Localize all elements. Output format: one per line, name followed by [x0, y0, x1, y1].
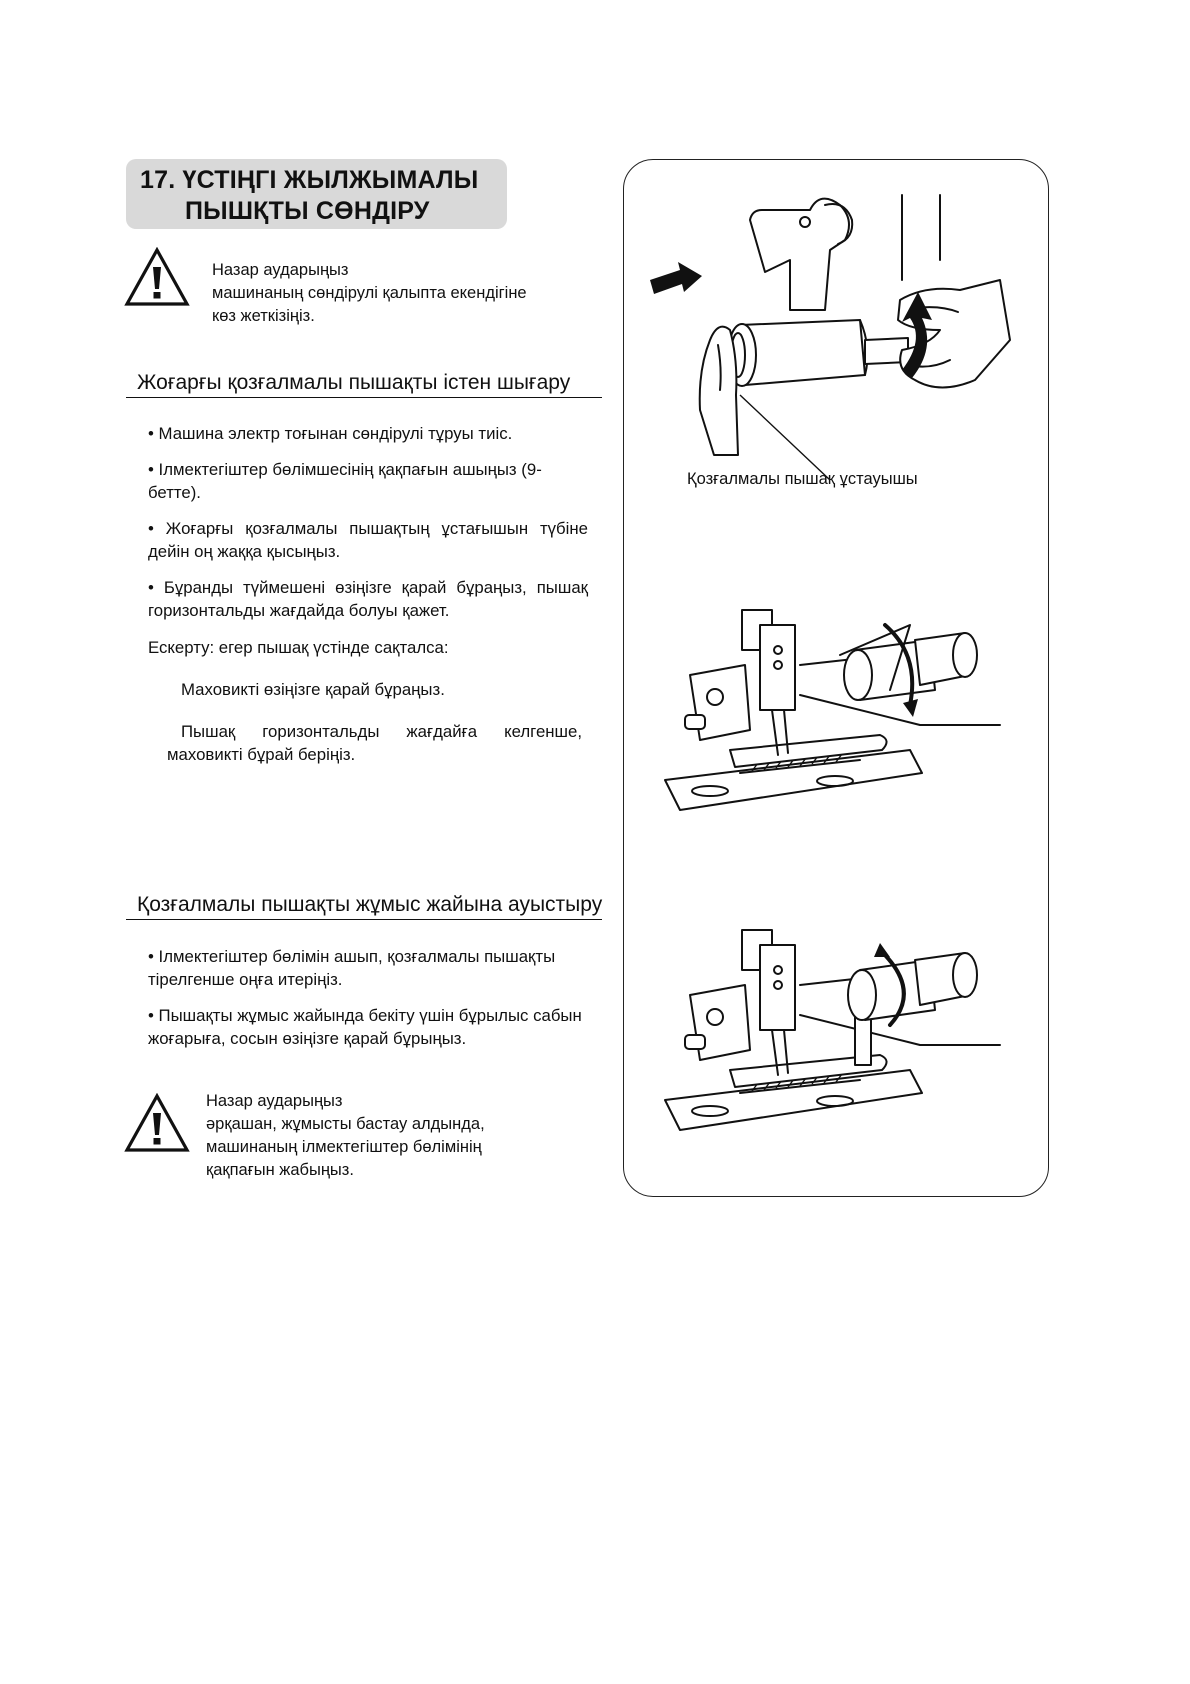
section2-rule: [126, 919, 602, 920]
warning-triangle-icon: [124, 247, 190, 307]
warning-top-line1: машинаның сөндірулі қалыпта екендігіне: [212, 284, 527, 302]
section1-note: Ескерту: егер пышақ үстінде сақталса:: [148, 638, 449, 657]
warning-bottom-text: [206, 1090, 485, 1182]
figure-caption: Қозғалмалы пышақ ұстауышы: [687, 470, 918, 488]
warning-top-heading: Назар аударыңыз: [212, 261, 349, 279]
figure-knife-holder-illustration: [640, 180, 1040, 480]
warning-top-text: [212, 259, 527, 328]
section1-p1: • Машина электр тоғынан сөндірулі тұруы тиіс.: [148, 424, 513, 443]
section2-p2: • Пышақты жұмыс жайында бекіту үшін бұрылыс сабын жоғарыға, сосын өзіңізге қарай бұрыңыз.: [148, 1006, 582, 1048]
section1-rule: [126, 397, 602, 398]
section2-p1: • Ілмектегіштер бөлімін ашып, қозғалмалы пышақты тірелгенше оңға итеріңіз.: [148, 947, 556, 989]
warning-bottom-line1: әрқашан, жұмысты бастау алдында,: [206, 1115, 485, 1133]
page-title-line2: ПЫШҚТЫ СӨНДІРУ: [185, 197, 430, 225]
section1-note1: Маховикті өзіңізге қарай бұраңыз.: [181, 680, 445, 699]
warning-bottom-heading: Назар аударыңыз: [206, 1092, 343, 1110]
figure-mechanism-rotate-illustration: [660, 595, 1030, 835]
warning-bottom-line3: қақпағын жабыңыз.: [206, 1161, 354, 1179]
page-title-line1: 17. ҮСТІҢГІ ЖЫЛЖЫМАЛЫ: [140, 166, 479, 194]
warning-bottom-line2: машинаның ілмектегіштер бөлімінің: [206, 1138, 482, 1156]
section2-heading: Қозғалмалы пышақты жұмыс жайына ауыстыру: [137, 893, 603, 916]
section1-heading: Жоғарғы қозғалмалы пышақты істен шығару: [137, 371, 571, 394]
section1-p3: • Жоғарғы қозғалмалы пышақтың ұстағышын түбіне дейін оң жаққа қысыңыз.: [148, 519, 588, 561]
figure-mechanism-engage-illustration: [660, 915, 1030, 1155]
warning-triangle-icon: [124, 1093, 190, 1153]
section1-p2: • Ілмектегіштер бөлімшесінің қақпағын ашыңыз (9-бетте).: [148, 460, 542, 502]
warning-top-line2: көз жеткізіңіз.: [212, 307, 315, 325]
section1-note2: Пышақ горизонтальды жағдайға келгенше, маховикті бұрай беріңіз.: [167, 722, 582, 764]
section1-p4: • Бұранды түймешені өзіңізге қарай бұраңыз, пышақ горизонтальды жағдайда болуы қажет.: [148, 578, 588, 620]
